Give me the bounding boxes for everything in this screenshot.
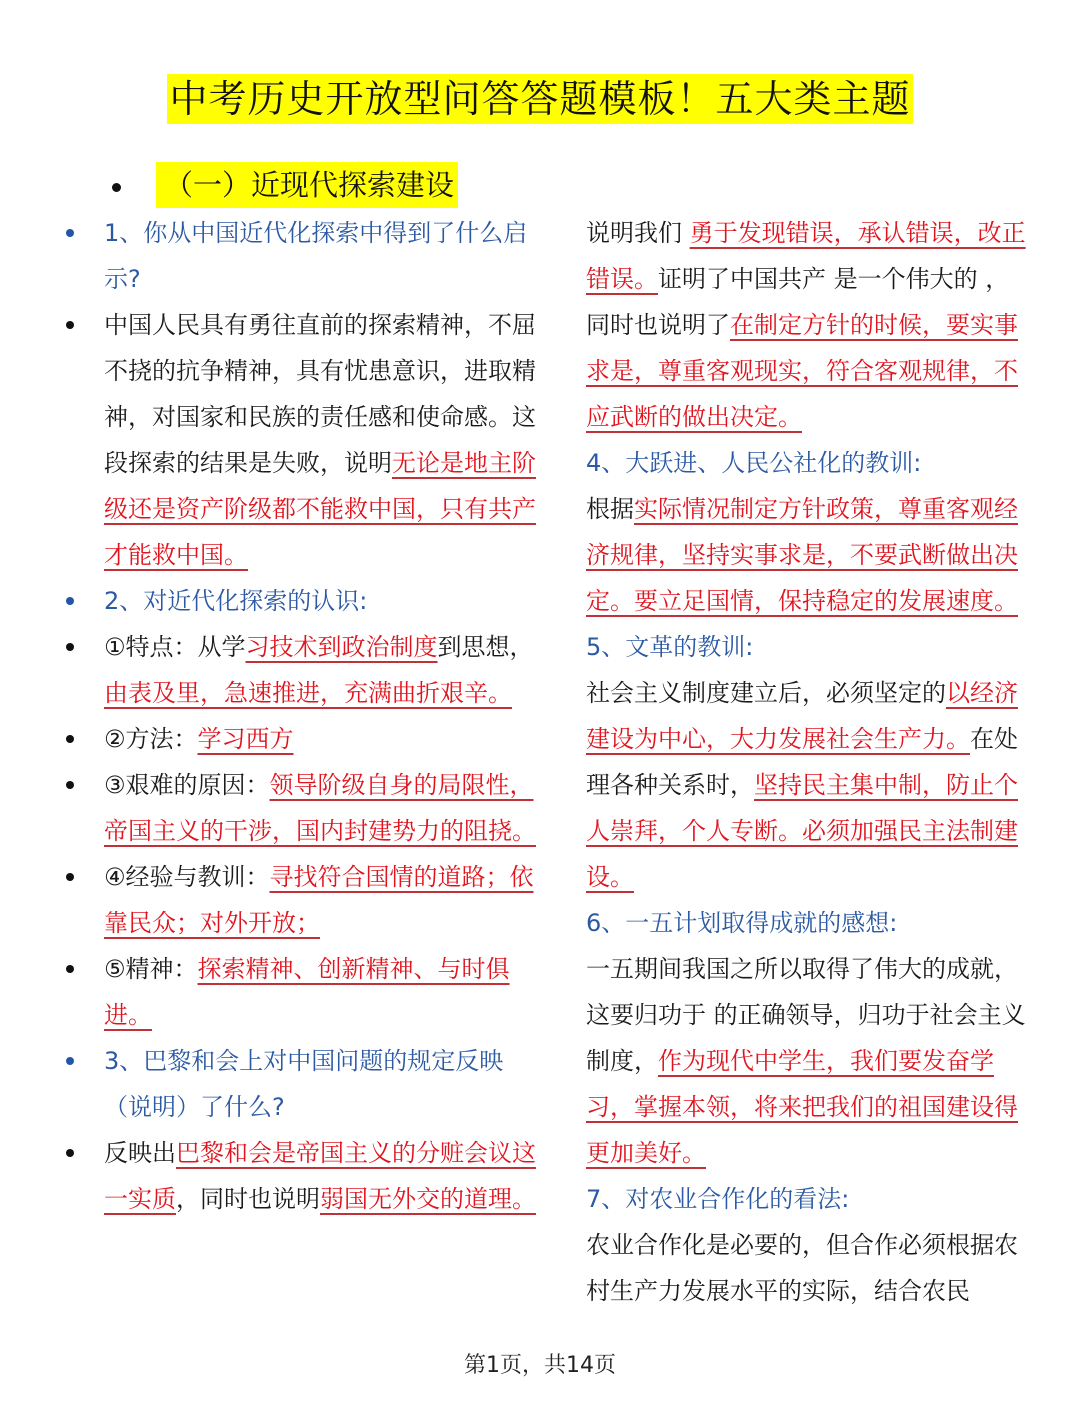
- page-title: 中考历史开放型问答答题模板！五大类主题: [167, 74, 912, 124]
- bullet-icon: [66, 1149, 74, 1157]
- answer-text: 到思想，: [437, 633, 534, 661]
- answer-text: 社会主义制度建立后，必须坚定的: [586, 679, 946, 707]
- page-indicator: 第1页，共14页: [464, 1353, 616, 1378]
- section-label: （一）近现代探索建设: [156, 162, 458, 208]
- answer-item: [62, 716, 542, 762]
- bullet-icon: [66, 597, 74, 605]
- answer-text: ①特点：从学: [104, 633, 246, 661]
- key-point-text: 由表及里，急速推进，充满曲折艰辛。: [104, 679, 512, 707]
- key-point-text: 坚持民主集中制，防止个人崇拜，个人专断。必须加强民主法制建设。: [586, 771, 1018, 891]
- key-point-text: 探索精神、创新精神、与时俱进。: [104, 955, 510, 1029]
- question-text: 3、巴黎和会上对中国问题的规定反映（说明）了什么?: [104, 1047, 504, 1121]
- key-point-text: 在制定方针的时候，要实事求是，尊重客观现实，符合客观规律，不应武断的做出决定。: [586, 311, 1018, 431]
- answer-paragraph: [586, 486, 1026, 624]
- answer-text: 中国人民具有勇往直前的探索精神，不屈不挠的抗争精神，具有忧患意识，进取精神，对国家和民族的责任感和使命感。这段探索的结果是失败，说明: [104, 311, 536, 477]
- bullet-icon: [66, 1057, 74, 1065]
- answer-paragraph: [586, 1222, 1026, 1314]
- key-point-text: 作为现代中学生，我们要发奋学习，掌握本领，将来把我们的祖国建设得更加美好。: [586, 1047, 1018, 1167]
- answer-text: 在处理各种关系时，: [586, 725, 1018, 799]
- question-item: [62, 210, 542, 302]
- answer-item: [62, 762, 542, 854]
- key-point-text: 勇于发现错误，承认错误，改正错误。: [586, 219, 1026, 293]
- key-point-text: 无论是地主阶级还是资产阶级都不能救中国，只有共产 才能救中国。: [104, 449, 536, 569]
- answer-text: 反映出: [104, 1139, 176, 1167]
- key-point-text: 领导阶级自身的局限性，帝国主义的干涉，国内封建势力的阻挠。: [104, 771, 536, 845]
- right-column: [586, 210, 1026, 1314]
- answer-text: 一五期间我国之所以取得了伟大的成就，这要归功于 的正确领导，归功于社会主义制度，: [586, 955, 1026, 1075]
- key-point-text: 实际情况制定方针政策，尊重客观经济规律，坚持实事求是，不要武断做出决定。要立足国情，保持稳定的发展速度。: [586, 495, 1018, 615]
- section-heading: [112, 160, 458, 210]
- left-column: [62, 210, 542, 1222]
- bullet-icon: [66, 643, 74, 651]
- answer-item: [62, 854, 542, 946]
- bullet-icon: [66, 873, 74, 881]
- bullet-icon: [66, 229, 74, 237]
- question-item: [62, 1038, 542, 1130]
- answer-text: ②方法：: [104, 725, 198, 753]
- answer-paragraph: [586, 210, 1026, 440]
- answer-item: [62, 946, 542, 1038]
- bullet-icon: [66, 735, 74, 743]
- key-point-text: 寻找符合国情的道路；依靠民众；对外开放；: [104, 863, 534, 937]
- answer-text: 根据: [586, 495, 634, 523]
- question-heading: 4、大跃进、人民公社化的教训:: [586, 449, 922, 477]
- question-item: [62, 578, 542, 624]
- answer-paragraph: [586, 946, 1026, 1176]
- question-heading: 7、对农业合作化的看法:: [586, 1185, 850, 1213]
- bullet-icon: [66, 321, 74, 329]
- key-point-text: 习技术到政治制度: [245, 633, 438, 661]
- answer-text: 农业合作化是必要的，但合作必须根据农村生产力发展水平的实际，结合农民: [586, 1231, 1018, 1305]
- question-text: 1、你从中国近代化探索中得到了什么启示?: [104, 219, 528, 293]
- key-point-text: 巴黎和会是帝国主义的分赃会议这一实质: [104, 1139, 536, 1213]
- bullet-icon: [66, 781, 74, 789]
- answer-text: 证明了中国共产 是一个伟大的 ，同时也说明了: [586, 265, 1010, 339]
- key-point-text: 学习西方: [197, 725, 294, 753]
- bullet-icon: [66, 965, 74, 973]
- question-heading: 6、一五计划取得成就的感想:: [586, 909, 898, 937]
- key-point-text: 以经济建设为中心，大力发展社会生产力。: [586, 679, 1018, 753]
- key-point-text: 弱国无外交的道理。: [320, 1185, 536, 1213]
- answer-text: ④经验与教训：: [104, 863, 270, 891]
- answer-text: ⑤精神：: [104, 955, 198, 983]
- question-text: 2、对近代化探索的认识:: [104, 587, 368, 615]
- answer-item: [62, 624, 542, 716]
- answer-paragraph: [586, 670, 1026, 900]
- title-container: [0, 74, 1080, 124]
- answer-item: [62, 1130, 542, 1222]
- answer-item: [62, 302, 542, 578]
- answer-text: ③艰难的原因：: [104, 771, 270, 799]
- bullet-icon: [112, 183, 121, 192]
- answer-text: ，同时也说明: [176, 1185, 320, 1213]
- question-heading: 5、文革的教训:: [586, 633, 754, 661]
- answer-text: 说明我们: [586, 219, 690, 247]
